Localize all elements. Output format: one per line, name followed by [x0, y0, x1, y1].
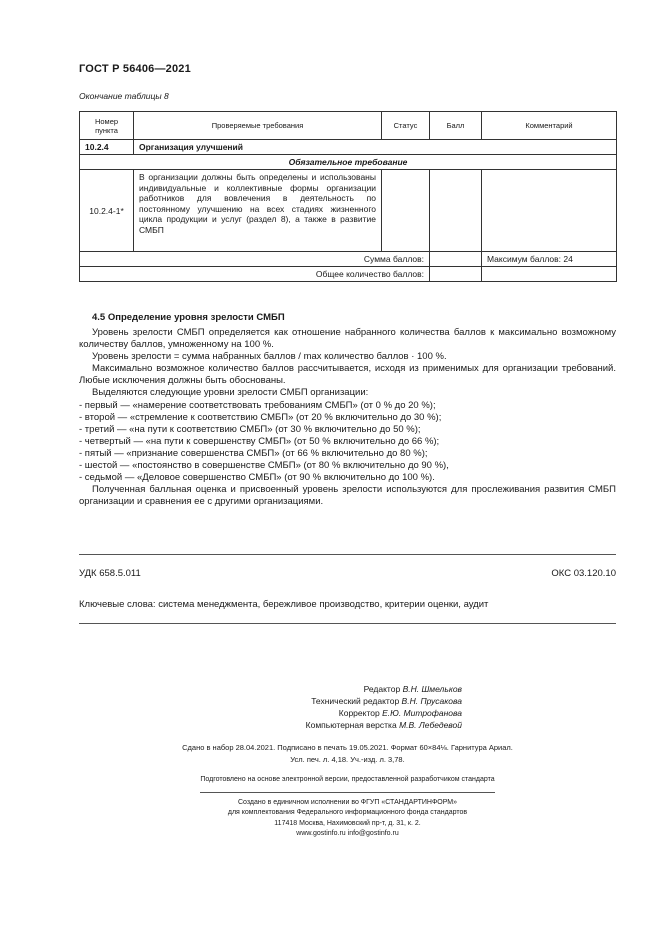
item-code: 10.2.4-1*	[80, 170, 134, 252]
paragraph: Полученная балльная оценка и присвоенный уровень зрелости используются для прослеживания развития СМБП организации и сравнения ее с другими организациями.	[79, 484, 616, 508]
section-body	[79, 327, 616, 508]
prepared-note: Подготовлено на основе электронной версии, предоставленной разработчиком стандарта	[200, 776, 495, 783]
status-cell	[382, 170, 430, 252]
col-header-number: Номер пункта	[80, 112, 134, 140]
print-info: Сдано в набор 28.04.2021. Подписано в печать 19.05.2021. Формат 60×84⅛. Гарнитура Ариал. Усл. печ. л. 4,18. Уч.-изд. л. 3,78.	[182, 743, 513, 764]
divider	[79, 623, 616, 624]
sum-label: Сумма баллов:	[80, 252, 430, 267]
col-header-score: Балл	[430, 112, 482, 140]
table-caption: Окончание таблицы 8	[79, 91, 169, 101]
col-header-status: Статус	[382, 112, 430, 140]
list-item: - первый — «намерение соответствовать требованиям СМБП» (от 0 % до 20 %);	[79, 399, 436, 411]
table-row	[80, 267, 617, 282]
keywords: Ключевые слова: система менеджмента, бережливое производство, критерии оценки, аудит	[79, 599, 489, 610]
formula-paragraph: Уровень зрелости = сумма набранных баллов / max количество баллов · 100 %.	[92, 351, 447, 363]
col-header-requirements: Проверяемые требования	[134, 112, 382, 140]
list-item: - четвертый — «на пути к совершенству СМБП» (от 50 % включительно до 66 %);	[79, 435, 440, 447]
total-label: Общее количество баллов:	[80, 267, 430, 282]
divider	[200, 792, 495, 793]
section-title: Организация улучшений	[134, 140, 617, 155]
corrector-line: Корректор Е.Ю. Митрофанова	[338, 708, 462, 718]
publisher-info: Создано в единичном исполнении во ФГУП «СТАНДАРТИНФОРМ» для комплектования Федерального информационного фонда стандартов 117418 Москва, Нахимовский пр-т, д. 31, к. 2. www.gostinfo.ru info@gostinfo.ru	[227, 799, 468, 837]
list-item: - второй — «стремление к соответствию СМБП» (от 20 % включительно до 30 %);	[79, 411, 442, 423]
total-value	[430, 267, 482, 282]
layout-line: Компьютерная верстка М.В. Лебедевой	[305, 720, 462, 730]
paragraph: Максимально возможное количество баллов рассчитывается, исходя из применимых для организации требований. Любые исключения должны быть обоснованы.	[79, 363, 616, 387]
document-header: ГОСТ Р 56406—2021	[79, 63, 191, 75]
udk-code: УДК 658.5.011	[79, 568, 141, 579]
total-comment	[482, 267, 617, 282]
mandatory-label: Обязательное требование	[80, 155, 617, 170]
section-code: 10.2.4	[80, 140, 134, 155]
item-text: В организации должны быть определены и использованы индивидуальные и коллективные формы организации работников для вовлечения в деятельность по постоянному улучшению на всех стадиях жизненного цикла продукции и услуг (раздел 8), а также в развитие СМБП	[134, 170, 382, 252]
list-item: - пятый — «признание совершенства СМБП» (от 66 % включительно до 80 %);	[79, 447, 428, 459]
list-item: - седьмой — «Деловое совершенство СМБП» (от 90 % включительно до 100 %).	[79, 472, 435, 484]
paragraph: Выделяются следующие уровни зрелости СМБП организации:	[92, 387, 369, 399]
col-header-comment: Комментарий	[482, 112, 617, 140]
max-label: Максимум баллов: 24	[482, 252, 617, 267]
table-header-row	[80, 112, 617, 140]
table-row	[80, 140, 617, 155]
sum-value	[430, 252, 482, 267]
score-cell	[430, 170, 482, 252]
table-row	[80, 252, 617, 267]
editor-line: Редактор В.Н. Шмельков	[363, 684, 462, 694]
oks-code: ОКС 03.120.10	[551, 568, 616, 579]
editors-block	[200, 683, 462, 731]
requirements-table	[79, 111, 617, 282]
table-row	[80, 170, 617, 252]
section-heading: 4.5 Определение уровня зрелости СМБП	[92, 312, 285, 323]
tech-editor-line: Технический редактор В.Н. Прусакова	[311, 696, 462, 706]
list-item: - шестой — «постоянство в совершенстве СМБП» (от 80 % включительно до 90 %),	[79, 460, 449, 472]
comment-cell	[482, 170, 617, 252]
table-row	[80, 155, 617, 170]
divider	[79, 554, 616, 555]
list-item: - третий — «на пути к соответствию СМБП» (от 30 % включительно до 50 %);	[79, 423, 421, 435]
paragraph: Уровень зрелости СМБП определяется как отношение набранного количества баллов к максимально возможному количеству баллов, умноженному на 100 %.	[79, 327, 616, 351]
